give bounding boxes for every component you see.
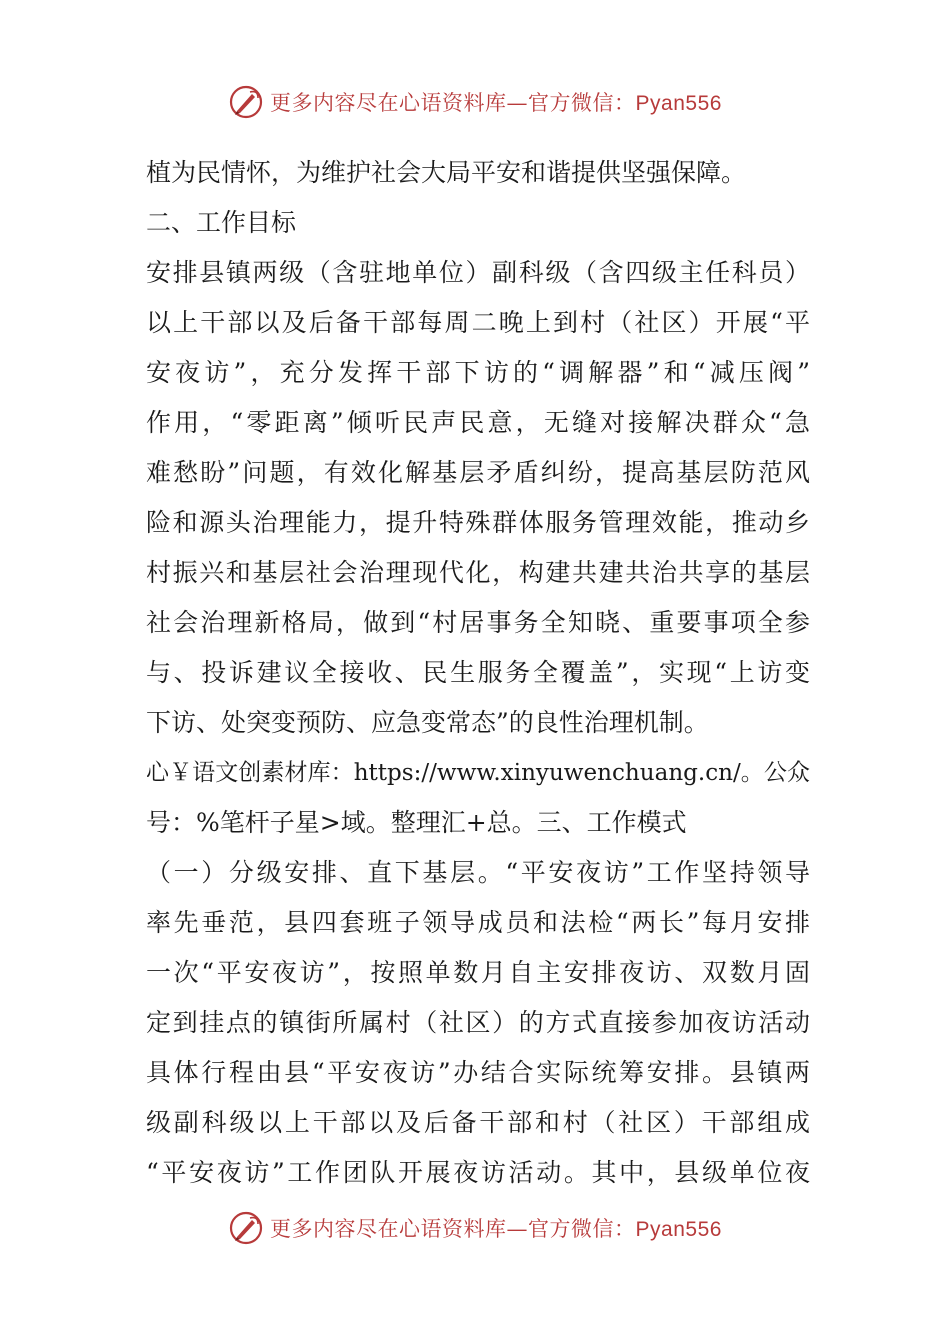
footer-banner-text: 更多内容尽在心语资料库—官方微信：Pyan556 xyxy=(270,1217,722,1241)
header-banner xyxy=(0,82,950,122)
body-line: 安夜访”，充分发挥干部下访的“调解器”和“减压阀” xyxy=(146,358,810,387)
body-line: 与、投诉建议全接收、民生服务全覆盖”，实现“上访变 xyxy=(146,658,810,687)
body-line: 具体行程由县“平安夜访”办结合实际统筹安排。县镇两 xyxy=(146,1058,810,1087)
pen-logo-icon xyxy=(228,1210,264,1246)
body-line: 险和源头治理能力，提升特殊群体服务管理效能，推动乡 xyxy=(146,508,810,537)
body-line: 下访、处突变预防、应急变常态”的良性治理机制。 xyxy=(146,708,709,737)
body-line: 率先垂范，县四套班子领导成员和法检“两长”每月安排 xyxy=(146,908,810,937)
watermark-line: 号：%笔杆子星>域。整理汇+总。三、工作模式 xyxy=(146,808,687,837)
body-line: 村振兴和基层社会治理现代化，构建共建共治共享的基层 xyxy=(146,558,810,587)
body-line: 植为民情怀，为维护社会大局平安和谐提供坚强保障。 xyxy=(146,158,747,187)
body-line: 以上干部以及后备干部每周二晚上到村（社区）开展“平 xyxy=(146,308,810,337)
body-line: 安排县镇两级（含驻地单位）副科级（含四级主任科员） xyxy=(146,258,810,287)
document-body xyxy=(146,148,810,1198)
header-banner-text: 更多内容尽在心语资料库—官方微信：Pyan556 xyxy=(270,91,722,115)
pen-logo-icon xyxy=(228,84,264,120)
watermark-line: 心￥语文创素材库：https://www.xinyuwenchuang.cn/。公众 xyxy=(146,760,810,786)
body-line: 一次“平安夜访”，按照单数月自主安排夜访、双数月固 xyxy=(146,958,810,987)
body-line: （一）分级安排、直下基层。“平安夜访”工作坚持领导 xyxy=(146,858,810,887)
body-line: “平安夜访”工作团队开展夜访活动。其中，县级单位夜 xyxy=(146,1158,810,1187)
body-line: 作用，“零距离”倾听民声民意，无缝对接解决群众“急 xyxy=(146,408,810,437)
body-line: 级副科级以上干部以及后备干部和村（社区）干部组成 xyxy=(146,1108,810,1137)
body-line: 社会治理新格局，做到“村居事务全知晓、重要事项全参 xyxy=(146,608,810,637)
body-line: 难愁盼”问题，有效化解基层矛盾纠纷，提高基层防范风 xyxy=(146,458,810,487)
section-heading: 二、工作目标 xyxy=(146,208,297,237)
header-wechat-id: Pyan556 xyxy=(635,92,722,115)
footer-banner xyxy=(0,1208,950,1248)
footer-wechat-id: Pyan556 xyxy=(635,1218,722,1241)
body-line: 定到挂点的镇街所属村（社区）的方式直接参加夜访活动 xyxy=(146,1008,810,1037)
